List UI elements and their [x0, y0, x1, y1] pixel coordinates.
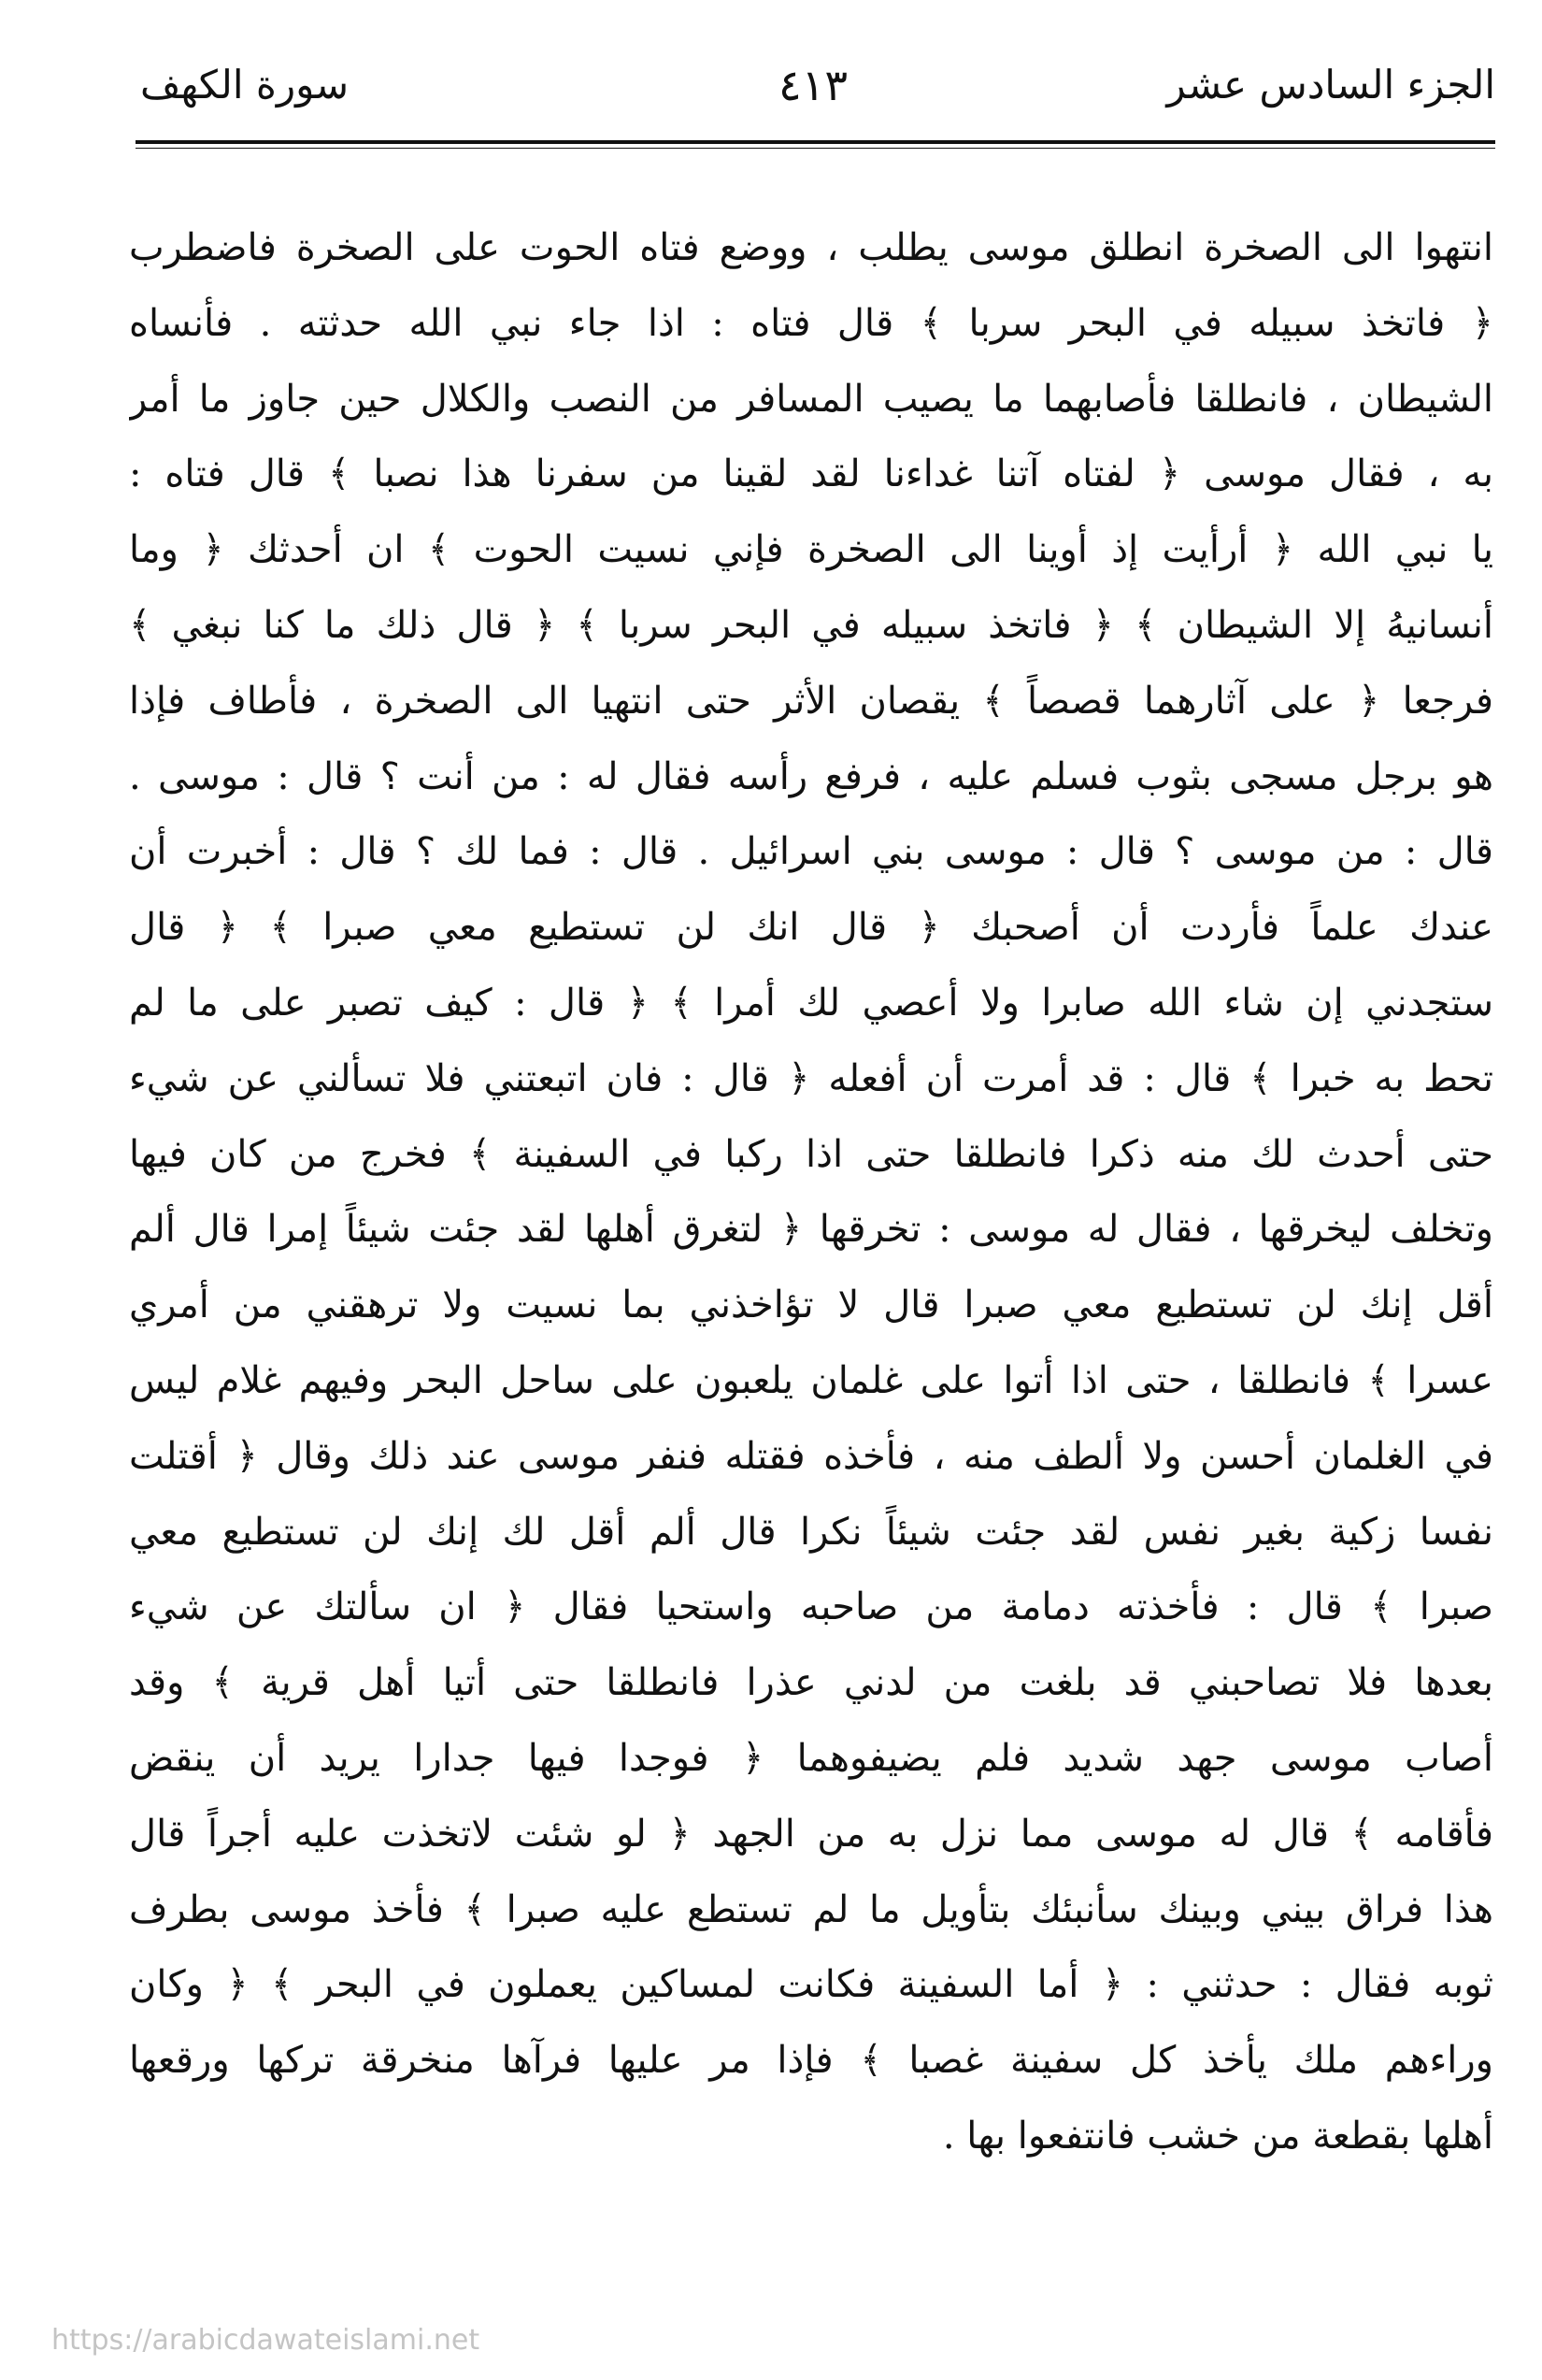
text-line: الشيطان ، فانطلقا فأصابهما ما يصيب المسافر من النصب والكلال حين جاوز ما أمر — [129, 377, 1493, 421]
page-number: ٤١٣ — [778, 60, 849, 110]
text-line: في الغلمان أحسن ولا ألطف منه ، فأخذه فقتله فنفر موسى عند ذلك وقال ﴿ أقتلت — [129, 1434, 1493, 1478]
text-line: أقل إنك لن تستطيع معي صبرا قال لا تؤاخذني بما نسيت ولا ترهقني من أمري — [129, 1283, 1493, 1327]
text-line: ستجدني إن شاء الله صابرا ولا أعصي لك أمرا ﴾ ﴿ قال : كيف تصبر على ما لم — [129, 981, 1493, 1025]
page-header — [131, 58, 1495, 123]
text-line: فأقامه ﴾ قال له موسى مما نزل به من الجهد ﴿ لو شئت لاتخذت عليه أجراً قال — [129, 1812, 1493, 1856]
text-line: به ، فقال موسى ﴿ لفتاه آتنا غداءنا لقد لقينا من سفرنا هذا نصبا ﴾ قال فتاه : — [129, 452, 1493, 496]
text-line: عسرا ﴾ فانطلقا ، حتى اذا أتوا على غلمان يلعبون على ساحل البحر وفيهم غلام ليس — [129, 1358, 1493, 1402]
text-line: هو برجل مسجى بثوب فسلم عليه ، فرفع رأسه فقال له : من أنت ؟ قال : موسى . — [129, 754, 1493, 798]
text-line: ثوبه فقال : حدثني : ﴿ أما السفينة فكانت لمساكين يعملون في البحر ﴾ ﴿ وكان — [129, 1963, 1493, 2007]
text-line: يا نبي الله ﴿ أرأيت إذ أوينا الى الصخرة فإني نسيت الحوت ﴾ ان أحدثك ﴿ وما — [129, 528, 1493, 572]
text-line: ﴿ فاتخذ سبيله في البحر سربا ﴾ قال فتاه : اذا جاء نبي الله حدثته . فأنساه — [129, 301, 1493, 345]
text-line: تحط به خبرا ﴾ قال : قد أمرت أن أفعله ﴿ قال : فان اتبعتني فلا تسألني عن شيء — [129, 1056, 1493, 1100]
text-line: صبرا ﴾ قال : فأخذته دمامة من صاحبه واستحيا فقال ﴿ ان سألتك عن شيء — [129, 1585, 1493, 1629]
text-line: وراءهم ملك يأخذ كل سفينة غصبا ﴾ فإذا مر عليها فرآها منخرقة تركها ورقعها — [129, 2039, 1493, 2083]
juz-label: الجزء السادس عشر — [1166, 62, 1495, 108]
text-line: فرجعا ﴿ على آثارهما قصصاً ﴾ يقصان الأثر حتى انتهيا الى الصخرة ، فأطاف فإذا — [129, 679, 1493, 723]
body-text — [129, 210, 1493, 2174]
surah-label: سورة الكهف — [140, 62, 350, 108]
watermark-url: https://arabicdawateislami.net — [51, 2324, 480, 2357]
header-rule — [136, 140, 1495, 144]
text-line: عندك علماً فأردت أن أصحبك ﴿ قال انك لن تستطيع معي صبرا ﴾ ﴿ قال — [129, 906, 1493, 950]
text-line: بعدها فلا تصاحبني قد بلغت من لدني عذرا فانطلقا حتى أتيا أهل قرية ﴾ وقد — [129, 1661, 1493, 1705]
text-line: أهلها بقطعة من خشب فانتفعوا بها . — [942, 2114, 1493, 2158]
header-rule-thin — [136, 148, 1495, 149]
text-line: نفسا زكية بغير نفس لقد جئت شيئاً نكرا قال ألم أقل لك إنك لن تستطيع معي — [129, 1510, 1493, 1554]
text-line: حتى أحدث لك منه ذكرا فانطلقا حتى اذا ركبا في السفينة ﴾ فخرج من كان فيها — [129, 1132, 1493, 1176]
text-line: انتهوا الى الصخرة انطلق موسى يطلب ، ووضع فتاه الحوت على الصخرة فاضطرب — [129, 226, 1493, 269]
text-line: أنسانيهُ إلا الشيطان ﴾ ﴿ فاتخذ سبيله في البحر سربا ﴾ ﴿ قال ذلك ما كنا نبغي ﴾ — [129, 603, 1493, 647]
text-line: أصاب موسى جهد شديد فلم يضيفوهما ﴿ فوجدا فيها جدارا يريد أن ينقض — [129, 1736, 1493, 1780]
text-line: هذا فراق بيني وبينك سأنبئك بتأويل ما لم تستطع عليه صبرا ﴾ فأخذ موسى بطرف — [129, 1887, 1493, 1931]
text-line: قال : من موسى ؟ قال : موسى بني اسرائيل . قال : فما لك ؟ قال : أخبرت أن — [129, 830, 1493, 874]
text-line: وتخلف ليخرقها ، فقال له موسى : تخرقها ﴿ لتغرق أهلها لقد جئت شيئاً إمرا قال ألم — [129, 1208, 1493, 1252]
